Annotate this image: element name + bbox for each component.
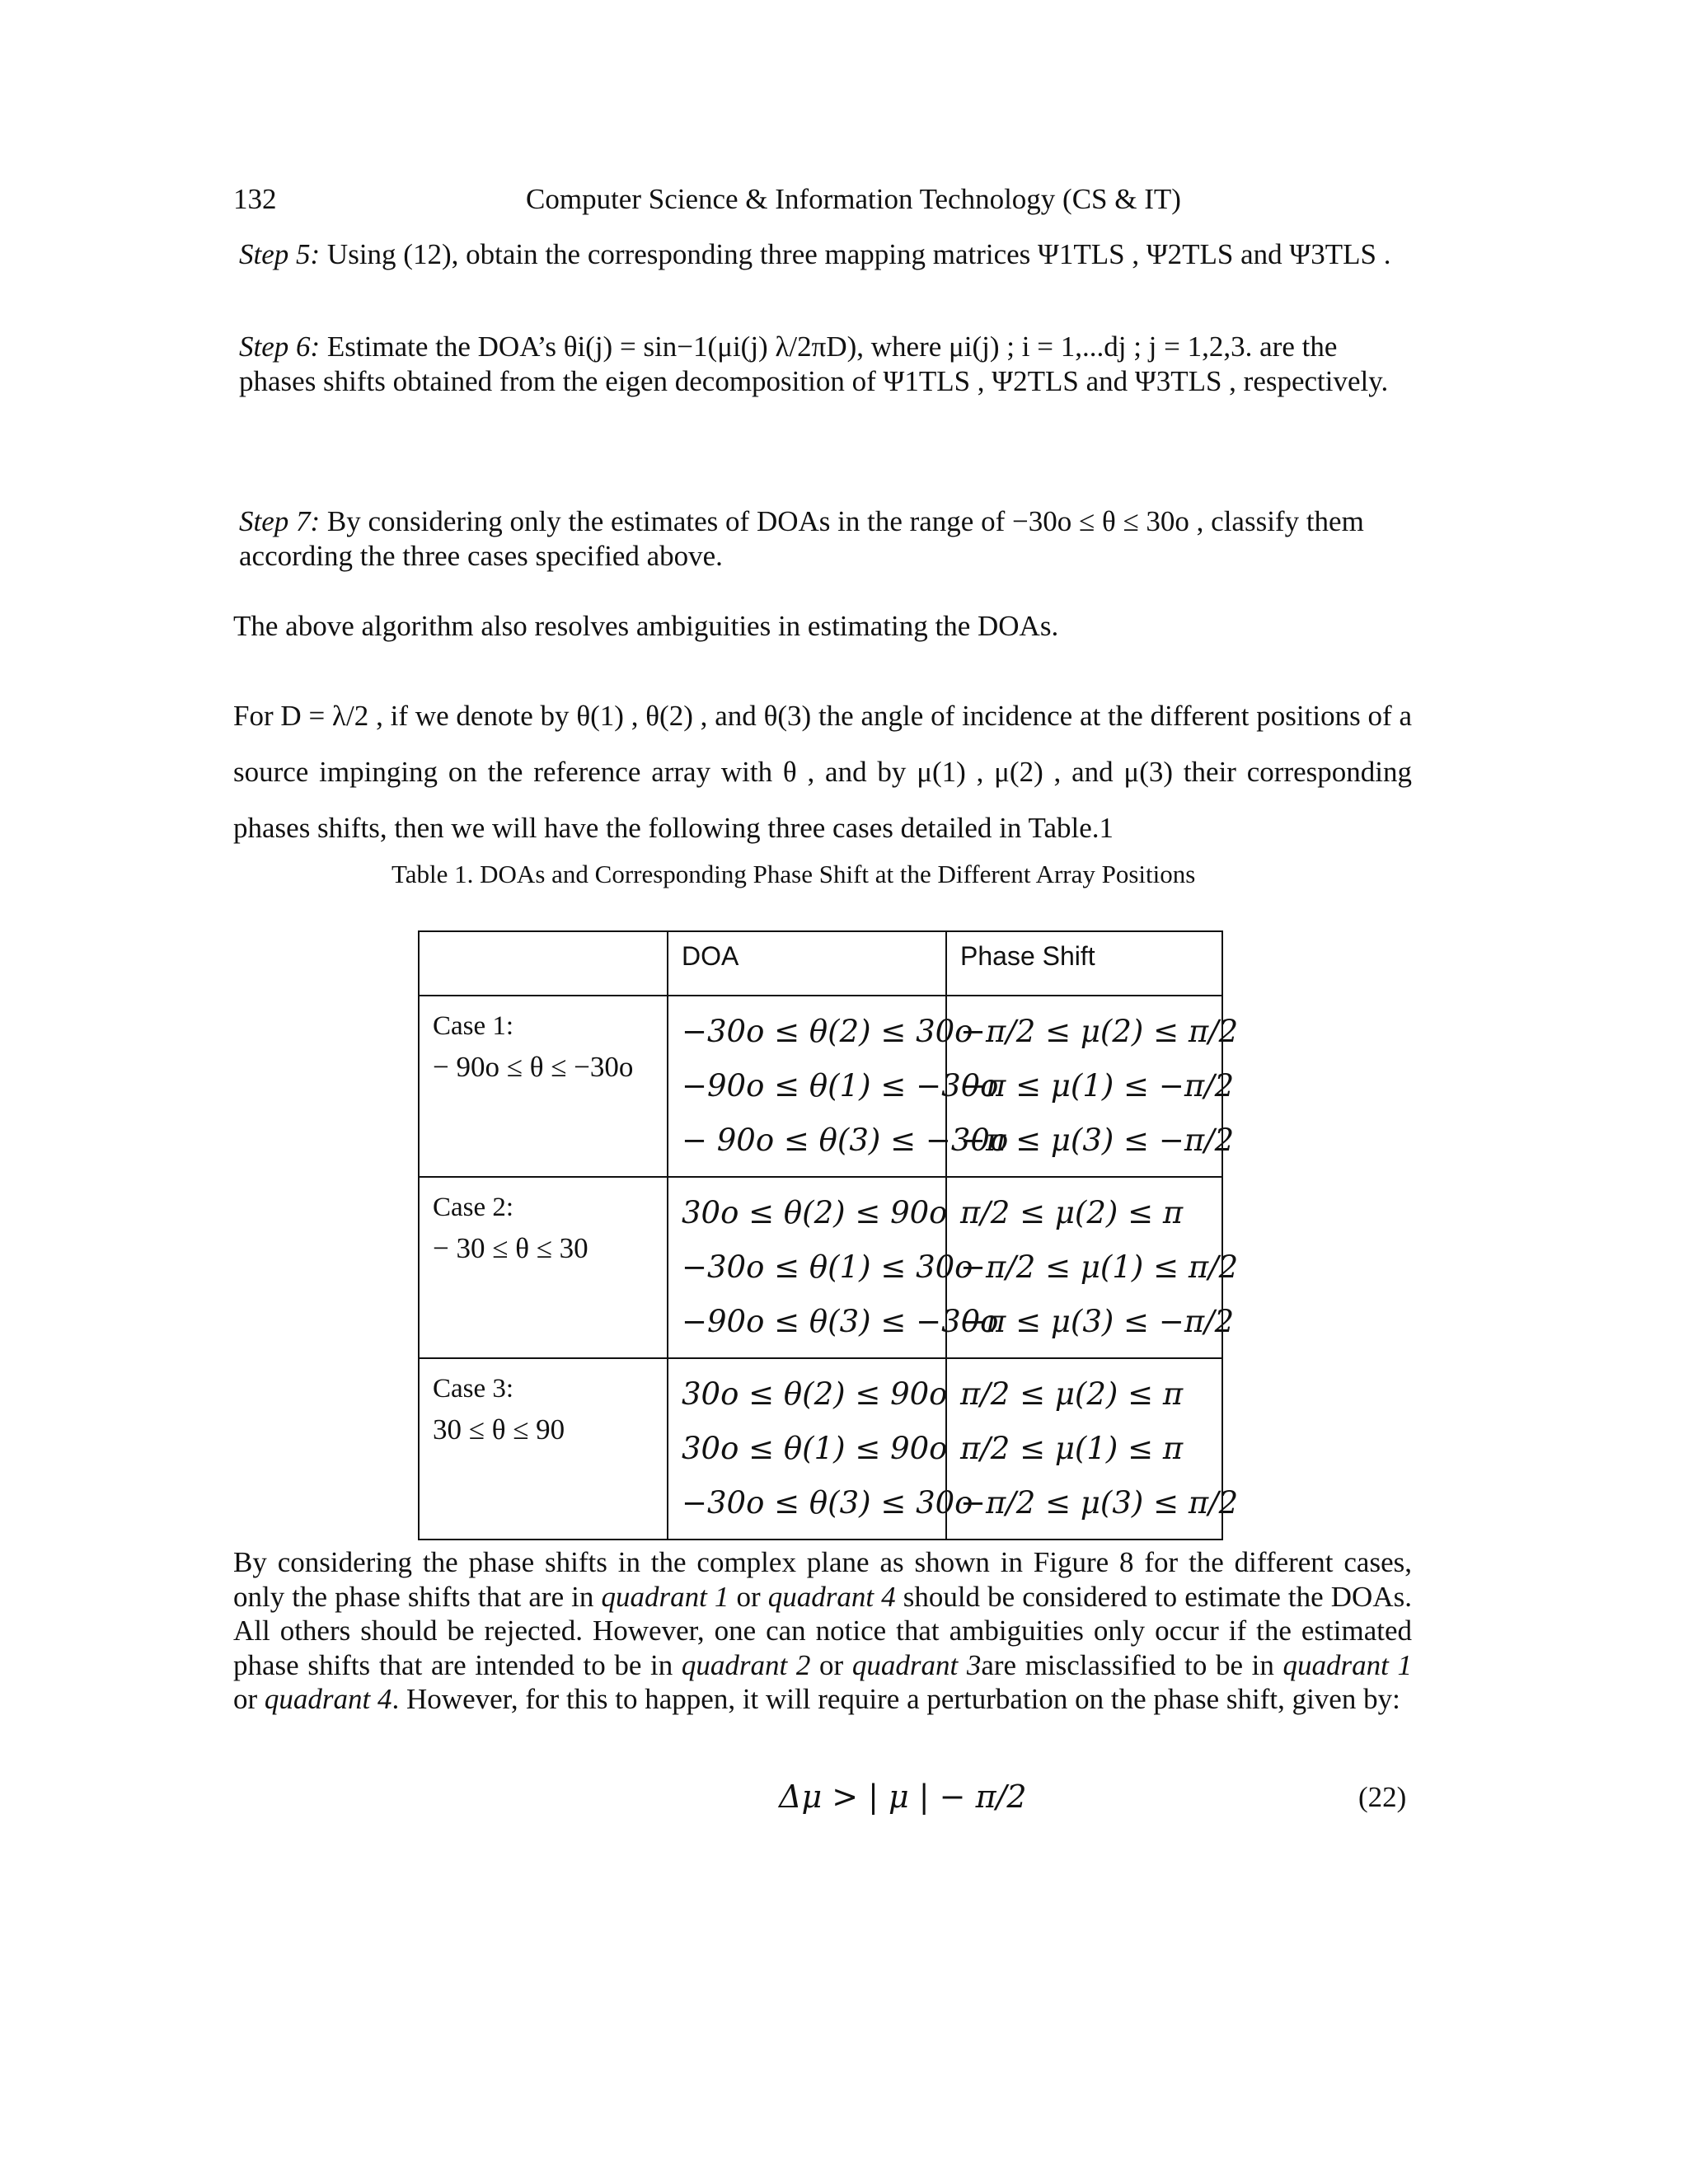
step-7-label: Step 7: (239, 505, 321, 537)
equation-22: Δμ > | μ | − π/2 (779, 1779, 1027, 1815)
paragraph-ambiguity: The above algorithm also resolves ambiguities in estimating the DOAs. (233, 610, 1059, 642)
quadrant-text-7: . However, for this to happen, it will require a perturbation on the phase shift, given by: (392, 1683, 1400, 1715)
quadrant-text-2: or (729, 1580, 768, 1613)
case-2-doa-3: −90o ≤ θ(3) ≤ −30o (682, 1304, 999, 1339)
quadrant-1-term: quadrant 1 (601, 1580, 729, 1613)
case-2-condition: − 30 ≤ θ ≤ 30 (433, 1232, 588, 1264)
case-2-phase-2: −π/2 ≤ μ(1) ≤ π/2 (960, 1249, 1239, 1285)
paragraph-quadrants (233, 1545, 1412, 1717)
step-6-label: Step 6: (239, 330, 321, 363)
case-1-doa-1: −30o ≤ θ(2) ≤ 30o (682, 1014, 973, 1049)
case-3-phase-1: π/2 ≤ μ(2) ≤ π (960, 1376, 1184, 1412)
table-row-case-3 (419, 1358, 1222, 1540)
step-5-label: Step 5: (239, 238, 321, 270)
step-7 (239, 504, 1409, 574)
case-1-doa-2: −90o ≤ θ(1) ≤ −30o (682, 1068, 999, 1104)
step-6 (239, 330, 1409, 399)
case-1-condition: − 90o ≤ θ ≤ −30o (433, 1051, 634, 1083)
case-3-doa-cell (668, 1358, 973, 1540)
quadrant-text-5: are misclassified to be in (981, 1648, 1283, 1681)
table-header-phase-shift: Phase Shift (946, 931, 1222, 996)
step-5-text: Using (12), obtain the corresponding three mapping matrices Ψ1TLS , Ψ2TLS and Ψ3TLS . (326, 238, 1391, 270)
case-2-label: Case 2: (433, 1193, 514, 1222)
quadrant-4-term-second: quadrant 4 (264, 1683, 392, 1715)
paragraph-definitions: For D = λ/2 , if we denote by θ(1) , θ(2) , and θ(3) the angle of incidence at the different positions of a source impinging on the reference array with θ , and by μ(1) , μ(2) , and μ(3) their corresponding phases shifts, then we will have the following three cases detailed in Table.1 (233, 700, 1412, 844)
step-6-text: Estimate the DOA’s θi(j) = sin−1(μi(j) λ/2πD), where μi(j) ; i = 1,...dj ; j = 1,2,3. are the phases shifts obtained from the eigen decomposition of Ψ1TLS , Ψ2TLS and Ψ3TLS , respectively. (239, 330, 1389, 397)
case-1-phase-cell (946, 996, 1239, 1177)
case-2-phase-3: −π ≤ μ(3) ≤ −π/2 (960, 1304, 1235, 1339)
case-3-condition: 30 ≤ θ ≤ 90 (433, 1413, 565, 1446)
case-2-doa-cell (668, 1177, 999, 1358)
quadrant-4-term: quadrant 4 (767, 1580, 896, 1613)
table-header-empty (419, 931, 668, 996)
doa-phase-table (418, 930, 1239, 1540)
quadrant-3-term: quadrant 3 (851, 1648, 982, 1681)
quadrant-text-6: or (233, 1683, 265, 1715)
quadrant-text-3: should be considered to estimate the DOAs. All others should be rejected. However, one can notice that ambiguities only occur if the estimated phase shifts that are intended to be in (233, 1580, 1412, 1681)
case-1-phase-2: −π ≤ μ(1) ≤ −π/2 (960, 1068, 1235, 1104)
case-2-doa-1: 30o ≤ θ(2) ≤ 90o (682, 1195, 948, 1230)
case-3-phase-cell (946, 1358, 1239, 1540)
case-1-doa-cell (668, 996, 1009, 1177)
step-7-text: By considering only the estimates of DOAs in the range of −30o ≤ θ ≤ 30o , classify them according the three cases specified above. (239, 505, 1364, 572)
quadrant-2-term: quadrant 2 (681, 1648, 811, 1681)
case-3-doa-3: −30o ≤ θ(3) ≤ 30o (682, 1485, 973, 1521)
page-number: 132 (233, 183, 277, 215)
table-header-row (419, 931, 1222, 996)
table-row-case-1 (419, 996, 1222, 1177)
case-3-phase-2: π/2 ≤ μ(1) ≤ π (960, 1431, 1184, 1466)
case-3-cell (419, 1358, 668, 1540)
table-header-doa: DOA (668, 931, 946, 996)
quadrant-text-1: By considering the phase shifts in the complex plane as shown in Figure 8 for the different cases, only the phase shifts that are in (233, 1546, 1412, 1613)
case-1-label: Case 1: (433, 1011, 514, 1041)
running-title: Computer Science & Information Technology (CS & IT) (526, 183, 1181, 215)
case-3-doa-2: 30o ≤ θ(1) ≤ 90o (682, 1431, 948, 1466)
quadrant-1-term-second: quadrant 1 (1282, 1648, 1413, 1681)
case-1-phase-1: −π/2 ≤ μ(2) ≤ π/2 (960, 1014, 1239, 1049)
case-3-label: Case 3: (433, 1374, 514, 1404)
case-3-phase-3: −π/2 ≤ μ(3) ≤ π/2 (960, 1485, 1239, 1521)
case-1-doa-3: − 90o ≤ θ(3) ≤ −30o (682, 1122, 1009, 1158)
case-1-phase-3: −π ≤ μ(3) ≤ −π/2 (960, 1122, 1235, 1158)
table-caption: Table 1. DOAs and Corresponding Phase Shift at the Different Array Positions (392, 860, 1196, 888)
case-2-phase-1: π/2 ≤ μ(2) ≤ π (960, 1195, 1184, 1230)
quadrant-text-4: or (810, 1648, 852, 1681)
table-row-case-2 (419, 1177, 1222, 1358)
case-1-cell (419, 996, 668, 1177)
step-5 (239, 237, 1409, 272)
case-2-doa-2: −30o ≤ θ(1) ≤ 30o (682, 1249, 973, 1285)
case-2-cell (419, 1177, 668, 1358)
case-3-doa-1: 30o ≤ θ(2) ≤ 90o (682, 1376, 948, 1412)
case-2-phase-cell (946, 1177, 1239, 1358)
equation-22-number: (22) (1358, 1781, 1407, 1813)
